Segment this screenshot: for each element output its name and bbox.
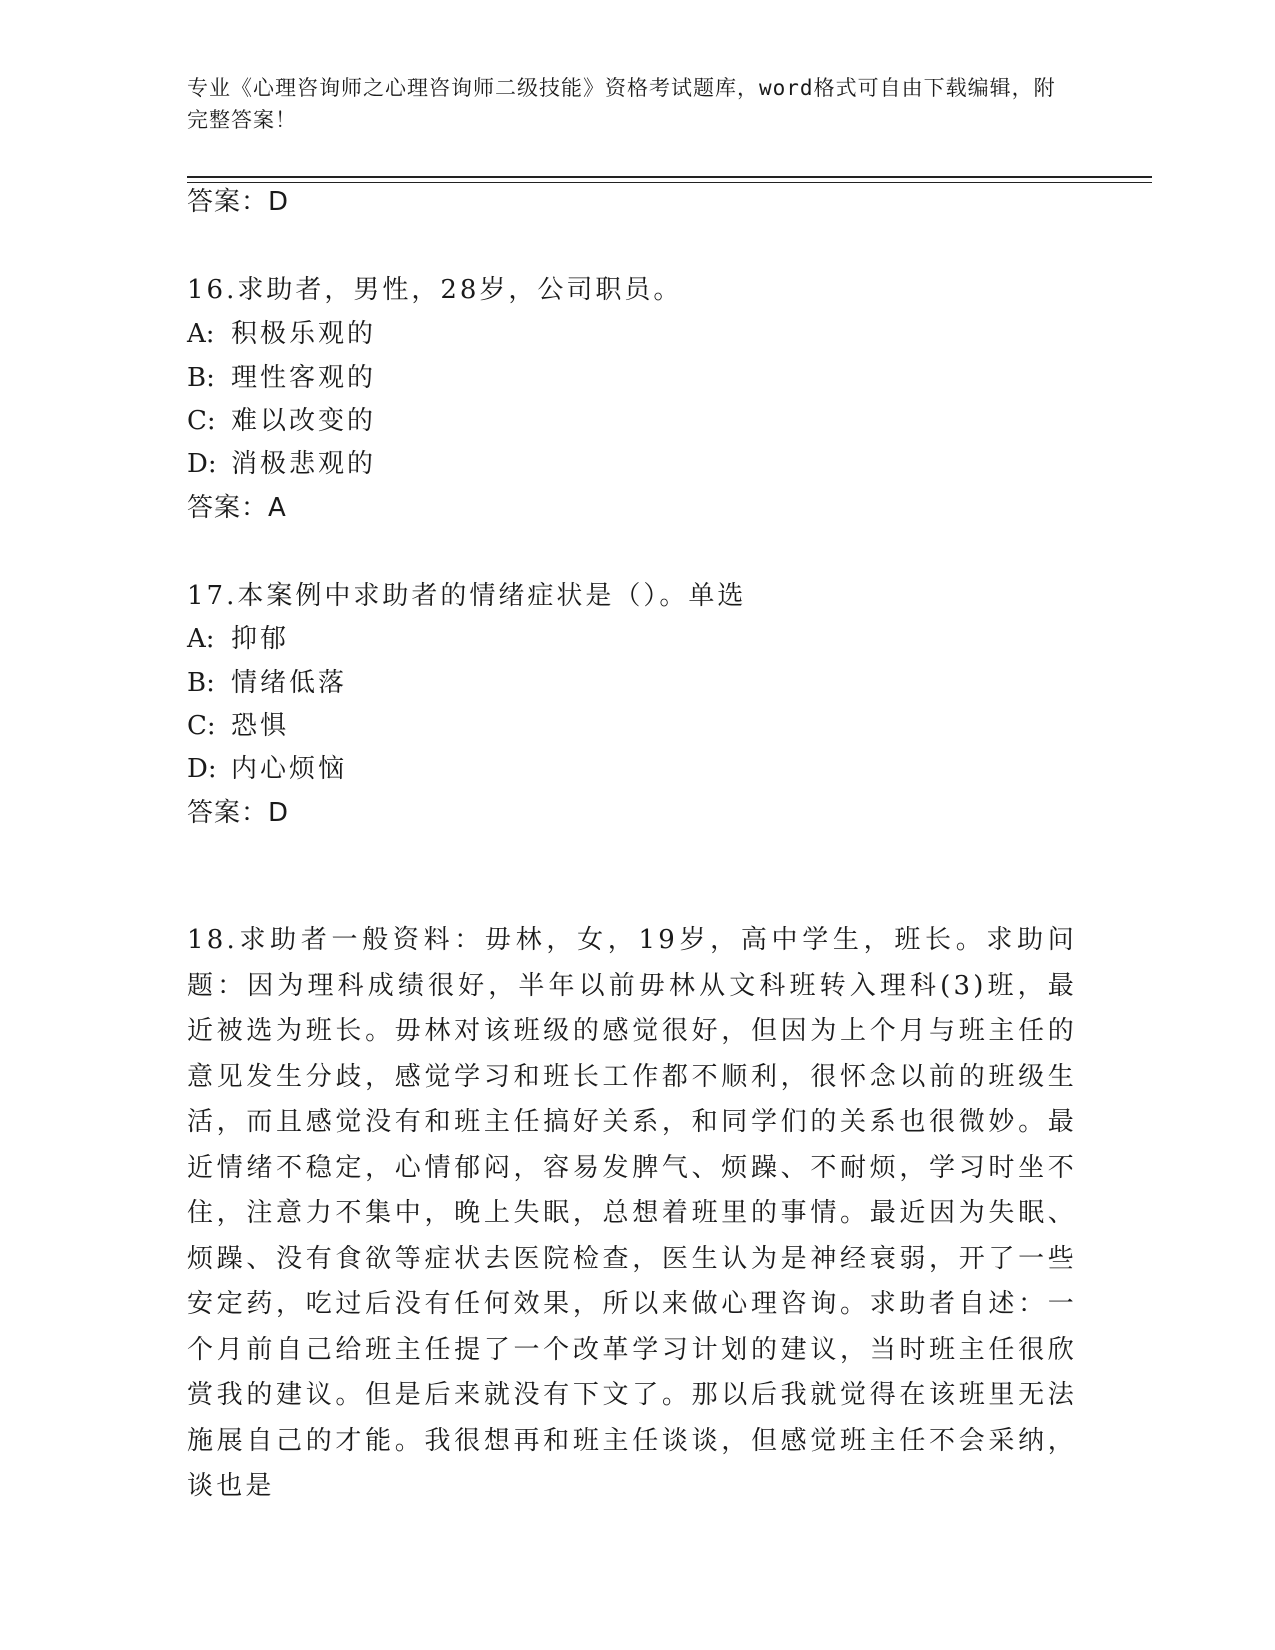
question-16-option-b [187, 360, 376, 396]
option-letter: C: [187, 711, 216, 741]
option-text: 理性客观的 [231, 363, 377, 393]
question-17-stem: 17.本案例中求助者的情绪症状是（）。单选 [187, 581, 747, 611]
option-text: 情绪低落 [231, 668, 348, 698]
question-18-case-text: 18.求助者一般资料：毋林，女，19岁，高中学生，班长。求助问题：因为理科成绩很好，半年以前毋林从文科班转入理科(3)班，最近被选为班长。毋林对该班级的感觉很好，但因为上个月与班主任的意见发生分歧，感觉学习和班长工作都不顺利，很怀念以前的班级生活，而且感觉没有和班主任搞好关系，和同学们的关系也很微妙。最近情绪不稳定，心情郁闷，容易发脾气、烦躁、不耐烦，学习时坐不住，注意力不集中，晚上失眠，总想着班里的事情。最近因为失眠、烦躁、没有食欲等症状去医院检查，医生认为是神经衰弱，开了一些安定药，吃过后没有任何效果，所以来做心理咨询。求助者自述：一个月前自己给班主任提了一个改革学习计划的建议，当时班主任很欣赏我的建议。但是后来就没有下文了。那以后我就觉得在该班里无法施展自己的才能。我很想再和班主任谈谈，但感觉班主任不会采纳，谈也是 [187, 925, 1077, 1501]
header-rule-thick [187, 176, 1152, 178]
question-16-stem: 16.求助者，男性，28岁，公司职员。 [187, 275, 683, 305]
question-16-option-d [187, 446, 376, 482]
question-17-option-c [187, 708, 289, 744]
option-letter: D: [187, 449, 217, 479]
option-letter: D: [187, 754, 217, 784]
question-17-option-a [187, 621, 289, 657]
option-letter: C: [187, 406, 216, 436]
option-text: 恐惧 [231, 711, 290, 741]
document-header: 专业《心理咨询师之心理咨询师二级技能》资格考试题库，word格式可自由下载编辑，附完整答案！ [187, 76, 1056, 132]
option-letter: A: [187, 624, 215, 654]
answer-q15: 答案：D [187, 187, 290, 217]
answer-q17: 答案：D [187, 798, 290, 828]
option-letter: B: [187, 363, 215, 393]
option-text: 积极乐观的 [231, 319, 377, 349]
option-text: 抑郁 [231, 624, 290, 654]
option-letter: A: [187, 319, 215, 349]
option-text: 消极悲观的 [231, 449, 377, 479]
question-17-option-b [187, 665, 347, 701]
header-rule-thin [187, 182, 1152, 183]
question-16-option-a [187, 316, 376, 352]
option-letter: B: [187, 668, 215, 698]
question-17-option-d [187, 751, 347, 787]
question-16-option-c [187, 403, 376, 439]
answer-q16: 答案：A [187, 493, 287, 523]
option-text: 难以改变的 [231, 406, 377, 436]
option-text: 内心烦恼 [231, 754, 348, 784]
